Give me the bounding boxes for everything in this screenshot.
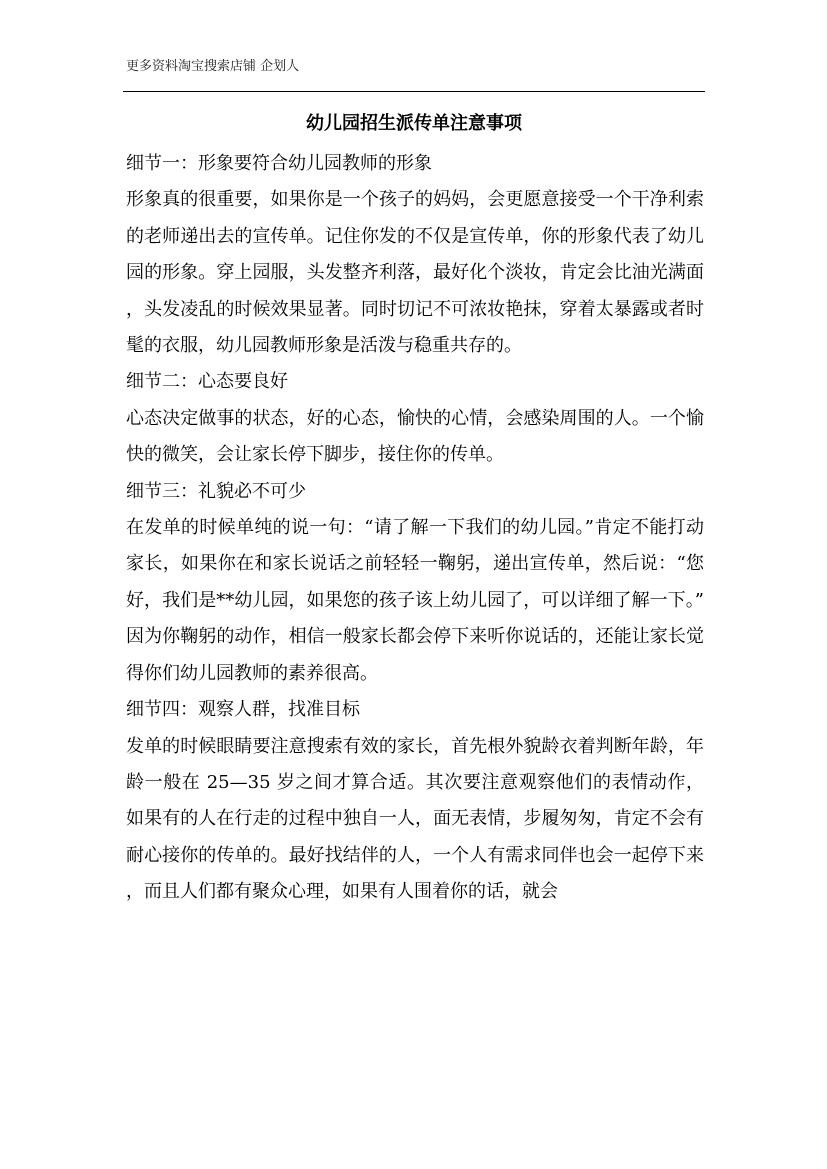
document-title: 幼儿园招生派传单注意事项: [306, 113, 522, 134]
header-divider: [123, 91, 705, 92]
section-paragraph-3: 在发单的时候单纯的说一句：“请了解一下我们的幼儿园。”肯定不能打动家长，如果你在和家长说话之前轻轻一鞠躬，递出宣传单，然后说：“您好，我们是**幼儿园，如果您的孩子该上幼儿园了，可以详细了解一下。”因为你鞠躬的动作，相信一般家长都会停下来听你说话的，还能让家长觉得你们幼儿园教师的素养很高。: [126, 517, 704, 684]
page-header-text: 更多资料淘宝搜索店铺 企划人: [126, 59, 300, 74]
section-heading-1: 细节一：形象要符合幼儿园教师的形象: [126, 153, 432, 174]
document-body: [126, 146, 704, 911]
section-paragraph-1: 形象真的很重要，如果你是一个孩子的妈妈，会更愿意接受一个干净利索的老师递出去的宣传单。记住你发的不仅是宣传单，你的形象代表了幼儿园的形象。穿上园服，头发整齐利落，最好化个淡妆，肯定会比油光满面，头发凌乱的时候效果显著。同时切记不可浓妆艳抹，穿着太暴露或者时髦的衣服，幼儿园教师形象是活泼与稳重共存的。: [126, 189, 704, 357]
section-heading-2: 细节二：心态要良好: [126, 371, 288, 393]
section-paragraph-4: 发单的时候眼睛要注意搜索有效的家长，首先根外貌龄衣着判断年龄，年龄一般在 25—35 岁之间才算合适。其次要注意观察他们的表情动作，如果有的人在行走的过程中独自一人，面无表情，步履匆匆，肯定不会有耐心接你的传单的。最好找结伴的人，一个人有需求同伴也会一起停下来，而且人们都有聚众心理，如果有人围着你的话，就会: [126, 735, 704, 903]
section-heading-3: 细节三：礼貌必不可少: [126, 480, 306, 502]
section-heading-4: 细节四：观察人群，找准目标: [126, 699, 360, 721]
section-paragraph-2: 心态决定做事的状态，好的心态，愉快的心情，会感染周围的人。一个愉快的微笑，会让家长停下脚步，接住你的传单。: [126, 407, 704, 466]
